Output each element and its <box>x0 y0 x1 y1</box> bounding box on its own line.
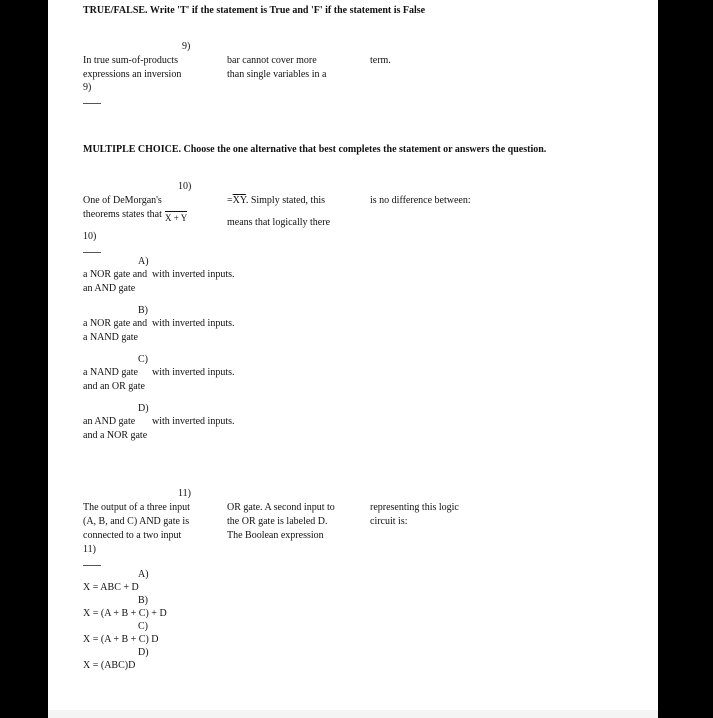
option-text-line2: an AND gate <box>83 283 136 294</box>
q11-answer-blank[interactable] <box>83 565 101 566</box>
option-text: X = ABC + D <box>83 582 139 593</box>
q11-text-col3-line1: representing this logic <box>370 502 459 513</box>
exam-page <box>48 0 658 718</box>
true-false-header: TRUE/FALSE. Write 'T' if the statement is True and 'F' if the statement is False <box>83 5 426 16</box>
option-text-line1: a NOR gate and <box>83 269 148 280</box>
q10-formula-x-bar: $\overline{X}$ <box>232 195 240 206</box>
option-letter: B) <box>138 595 148 606</box>
page-bottom-edge <box>48 710 658 718</box>
q9-answer-blank[interactable] <box>83 103 101 104</box>
q10-answer-blank[interactable] <box>83 252 101 253</box>
q9-text-col2-line1: bar cannot cover more <box>227 55 317 66</box>
option-text-right: with inverted inputs. <box>152 416 235 427</box>
option-text-right: with inverted inputs. <box>152 367 235 378</box>
option-text: X = (ABC)D <box>83 660 136 671</box>
option-text-right: with inverted inputs. <box>152 269 235 280</box>
q10-text-col1-line1: One of DeMorgan's <box>83 195 162 206</box>
q11-text-col3-line2: circuit is: <box>370 516 408 527</box>
option-text-line1: an AND gate <box>83 416 136 427</box>
option-letter: A) <box>138 256 149 267</box>
q10-text-col1-line2: theorems states that <box>83 209 162 220</box>
q11-text-col2-line3: The Boolean expression <box>227 530 324 541</box>
option-text-line1: a NAND gate <box>83 367 138 378</box>
option-letter: C) <box>138 354 148 365</box>
q10-formula-right: $=\overline{X}\overline{Y}$. Simply stated, this <box>227 195 325 206</box>
q10-text-col3: is no difference between: <box>370 195 471 206</box>
option-text-line2: and an OR gate <box>83 381 145 392</box>
q9-text-col1-line1: In true sum-of-products <box>83 55 178 66</box>
q9-number-top: 9) <box>182 41 191 52</box>
q11-text-col2-line1: OR gate. A second input to <box>227 502 335 513</box>
option-letter: B) <box>138 305 148 316</box>
q9-number-left: 9) <box>83 82 92 93</box>
option-text: X = (A + B + C) + D <box>83 608 167 619</box>
q9-text-col2-line2: than single variables in a <box>227 69 327 80</box>
q10-formula-overbar-sum: X + Y <box>165 213 188 223</box>
option-text-line2: and a NOR gate <box>83 430 148 441</box>
q11-text-col1-line1: The output of a three input <box>83 502 190 513</box>
q11-number-top: 11) <box>178 488 191 499</box>
q11-text-col1-line3: connected to a two input <box>83 530 182 541</box>
q10-number-left: 10) <box>83 231 97 242</box>
q11-number-left: 11) <box>83 544 96 555</box>
q9-text-col1-line2: expressions an inversion <box>83 69 182 80</box>
option-letter: C) <box>138 621 148 632</box>
option-letter: D) <box>138 403 149 414</box>
option-letter: D) <box>138 647 149 658</box>
option-text-line1: a NOR gate and <box>83 318 148 329</box>
option-letter: A) <box>138 569 149 580</box>
q10-number-top: 10) <box>178 181 192 192</box>
multiple-choice-header: MULTIPLE CHOICE. Choose the one alternative that best completes the statement or answers the question. <box>83 144 547 155</box>
option-text: X = (A + B + C) D <box>83 634 159 645</box>
q11-text-col1-line2: (A, B, and C) AND gate is <box>83 516 190 527</box>
q10-text-col2-line2: means that logically there <box>227 217 331 228</box>
option-text-line2: a NAND gate <box>83 332 138 343</box>
option-text-right: with inverted inputs. <box>152 318 235 329</box>
q11-text-col2-line2: the OR gate is labeled D. <box>227 516 328 527</box>
q10-formula-y-bar: $\overline{Y}$ <box>239 195 246 206</box>
q9-text-col3: term. <box>370 55 391 66</box>
